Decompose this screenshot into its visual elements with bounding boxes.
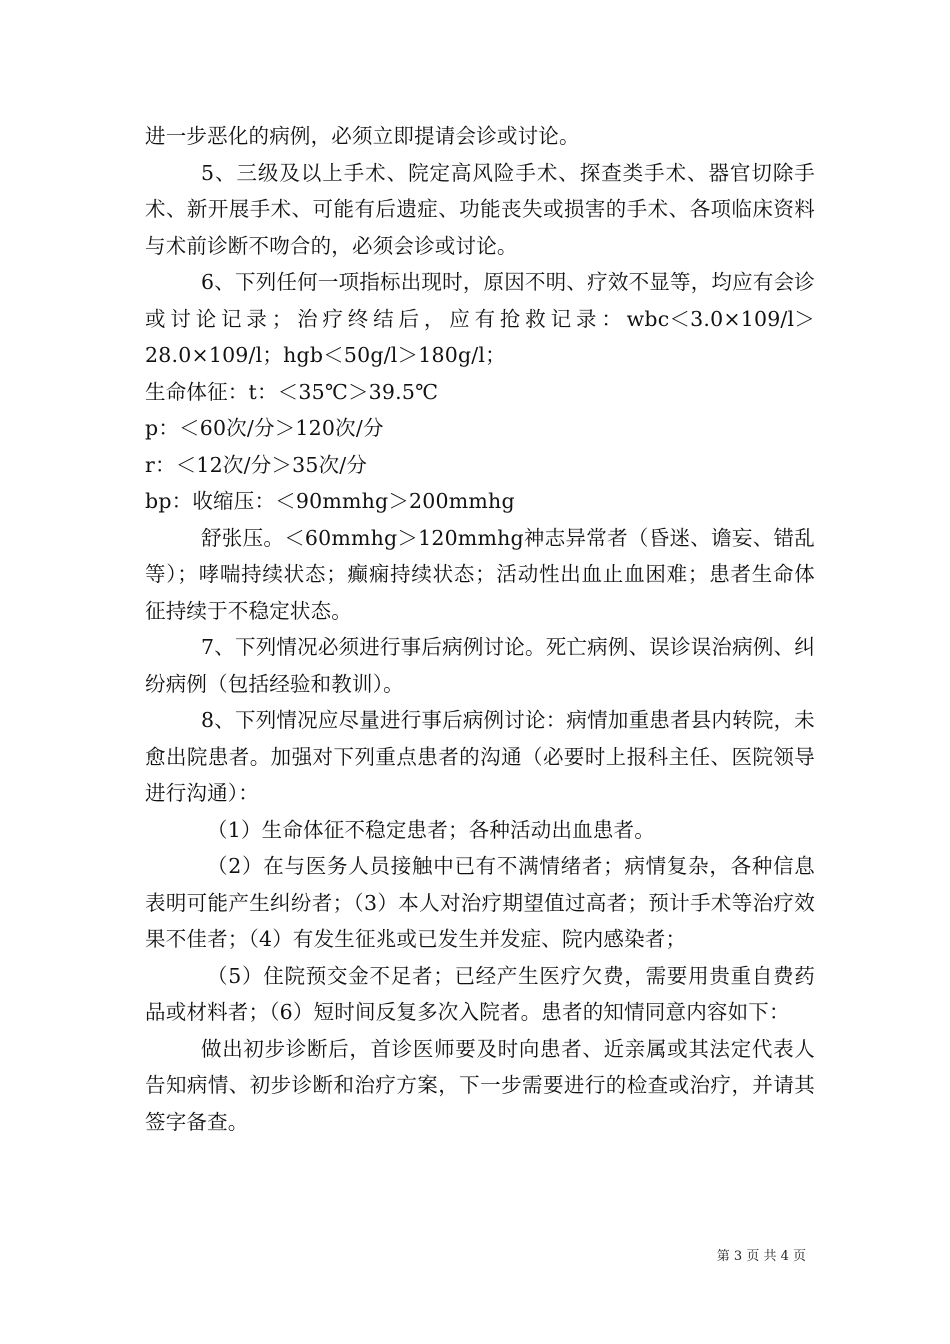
paragraph-item-7: 7、下列情况必须进行事后病例讨论。死亡病例、误诊误治病例、纠纷病例（包括经验和教训）。	[145, 635, 815, 696]
paragraph-sub-1: （1）生命体征不稳定患者；各种活动出血患者。	[207, 817, 655, 842]
paragraph-continuation: 进一步恶化的病例，必须立即提请会诊或讨论。	[145, 124, 580, 148]
vital-signs-respiration: r：＜12次/分＞35次/分	[145, 452, 368, 477]
paragraph-sub-5-6: （5）住院预交金不足者；已经产生医疗欠费，需要用贵重自费药品或材料者；（6）短时间反复多次入院者。患者的知情同意内容如下：	[145, 963, 815, 1024]
paragraph-informed-consent: 做出初步诊断后，首诊医师要及时向患者、近亲属或其法定代表人告知病情、初步诊断和治疗方案，下一步需要进行的检查或治疗，并请其签字备查。	[145, 1036, 815, 1134]
paragraph-item-5: 5、三级及以上手术、院定高风险手术、探查类手术、器官切除手术、新开展手术、可能有后遗症、功能丧失或损害的手术、各项临床资料与术前诊断不吻合的，必须会诊或讨论。	[145, 160, 815, 258]
vital-signs-pulse: p：＜60次/分＞120次/分	[145, 416, 384, 440]
vital-signs-temperature: 生命体征：t：＜35℃＞39.5℃	[145, 379, 439, 404]
vital-signs-blood-pressure: bp：收缩压：＜90mmhg＞200mmhg	[145, 489, 515, 513]
document-body	[145, 118, 815, 1140]
paragraph-sub-2-4: （2）在与医务人员接触中已有不满情绪者；病情复杂，各种信息表明可能产生纠纷者；（3）本人对治疗期望值过高者；预计手术等治疗效果不佳者；（4）有发生征兆或已发生并发症、院内感染者；	[145, 854, 815, 951]
paragraph-diastolic-abnormal: 舒张压。＜60mmhg＞120mmhg神志异常者（昏迷、谵妄、错乱等）；哮喘持续状态；癫痫持续状态；活动性出血止血困难；患者生命体征持续于不稳定状态。	[145, 525, 815, 623]
paragraph-item-6: 6、下列任何一项指标出现时，原因不明、疗效不显等，均应有会诊或讨论记录；治疗终结后，应有抢救记录：wbc＜3.0×109/l＞28.0×109/l；hgb＜50g/l＞180g/l；	[145, 270, 815, 367]
paragraph-item-8: 8、下列情况应尽量进行事后病例讨论：病情加重患者县内转院，未愈出院患者。加强对下列重点患者的沟通（必要时上报科主任、医院领导进行沟通）：	[145, 708, 815, 805]
page-number: 第 3 页 共 4 页	[716, 1249, 806, 1264]
